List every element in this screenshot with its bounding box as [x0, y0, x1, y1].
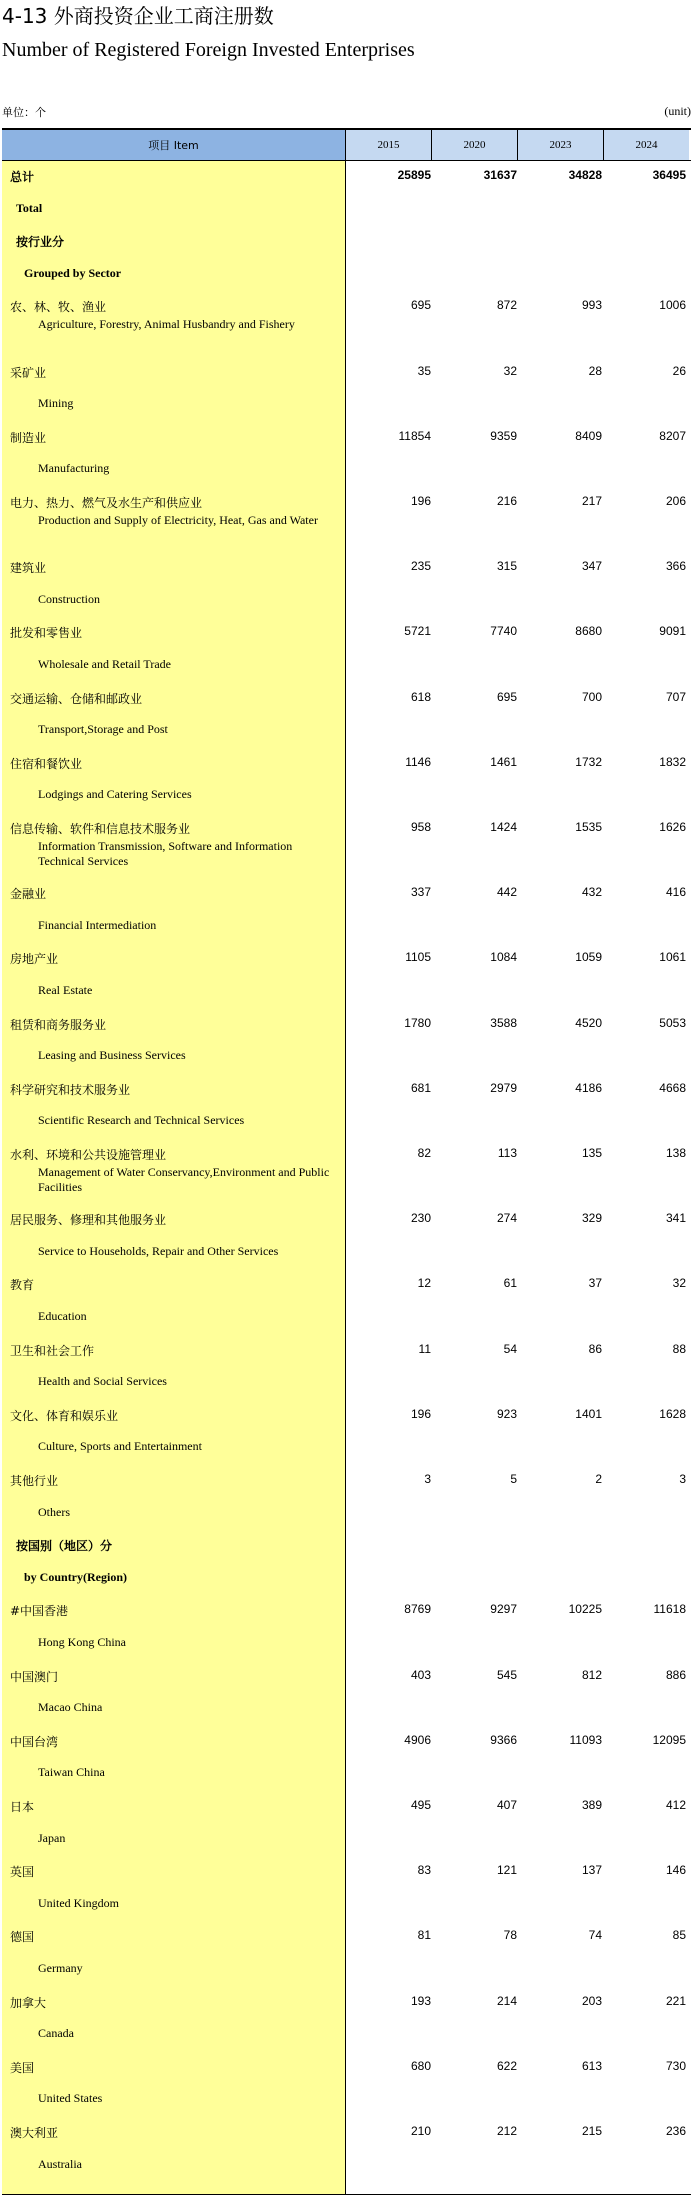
- table-row-en: [2, 1698, 691, 1718]
- table-cell-value: 217: [581, 494, 602, 508]
- table-row-en-label: Others: [38, 1504, 70, 1519]
- header-year: 2015: [346, 130, 432, 160]
- table-cell-value: 1059: [575, 950, 602, 965]
- table-row: [2, 1209, 691, 1229]
- table-cell-value: 8680: [575, 624, 602, 639]
- table-cell-value: 315: [496, 559, 517, 574]
- table-row-en: [2, 981, 691, 1001]
- header-year: 2023: [518, 130, 604, 160]
- table-row-en: [2, 459, 691, 479]
- table-row: [2, 753, 691, 773]
- table-cell-value: 11093: [569, 1732, 602, 1747]
- table-cell-value: 83: [417, 1863, 431, 1878]
- table-cell-value: 9359: [490, 428, 517, 443]
- table-cell-value: 12095: [652, 1732, 686, 1747]
- table-row-en-label: Service to Households, Repair and Other Services: [38, 1243, 279, 1258]
- table-row-en-label: Scientific Research and Technical Services: [38, 1113, 245, 1128]
- table-cell-value: 5: [510, 1472, 517, 1486]
- table-row-en-label: Mining: [38, 396, 74, 411]
- table-row-label: 英国: [10, 1865, 35, 1880]
- table-row-en: [2, 2155, 691, 2175]
- table-row: [2, 1796, 691, 1816]
- table-row: [2, 2057, 691, 2077]
- table-cell-value: 3588: [490, 1015, 517, 1030]
- table-row-en: [2, 1503, 691, 1523]
- table-row-en-label: Canada: [38, 2026, 74, 2041]
- table-row-en: [2, 1242, 691, 1262]
- table-row-en-label: Culture, Sports and Entertainment: [38, 1439, 202, 1454]
- table-row-en-label: United Kingdom: [38, 1895, 119, 1910]
- table-cell-value: 138: [665, 1146, 686, 1160]
- table-row: [2, 1144, 691, 1164]
- table-cell-value: 210: [410, 2124, 431, 2138]
- table-row: [2, 1014, 691, 1034]
- table-row-label: 中国台湾: [10, 1734, 59, 1749]
- table-cell-value: 366: [665, 559, 686, 574]
- table-cell-value: 28: [588, 363, 602, 378]
- table-cell-value: 61: [503, 1276, 517, 1291]
- page-title-en: Number of Registered Foreign Invested Enterprises: [2, 39, 415, 61]
- table-row-label: 科学研究和技术服务业: [10, 1082, 131, 1097]
- table-cell-value: 2: [595, 1472, 602, 1486]
- table-row-label: 交通运输、仓储和邮政业: [10, 691, 143, 706]
- page-title-zh: 4-13 外商投资企业工商注册数: [2, 4, 274, 28]
- table-row: [2, 1340, 691, 1360]
- sector-group-row-en: [2, 264, 691, 284]
- header-item: 项目 Item: [2, 130, 346, 160]
- table-cell-value: 730: [665, 2058, 686, 2073]
- table-cell-value: 389: [581, 1798, 602, 1812]
- table-cell-value: 37: [588, 1276, 602, 1291]
- table-header: [2, 130, 691, 161]
- table-cell-value: 695: [496, 689, 517, 704]
- table-row-en: [2, 590, 691, 610]
- table-row-label: 加拿大: [10, 1995, 47, 2010]
- table-cell-value: 35: [417, 363, 431, 378]
- table-cell-value: 9366: [490, 1732, 517, 1747]
- table-row-en: [2, 1763, 691, 1783]
- table-row-en-label: Leasing and Business Services: [38, 1048, 186, 1063]
- table-row-label: 文化、体育和娱乐业: [10, 1408, 119, 1423]
- table-cell-value: 137: [581, 1863, 602, 1878]
- unit-row: [2, 104, 691, 122]
- table-row-en: [2, 394, 691, 414]
- table-row: [2, 1731, 691, 1751]
- table-row-en: [2, 2089, 691, 2109]
- table-cell-value: 85: [672, 1928, 686, 1943]
- table-cell-value: 25895: [397, 168, 431, 182]
- total-row-en: [2, 199, 691, 219]
- table-cell-value: 993: [581, 298, 602, 313]
- table-row-label: 日本: [10, 1800, 35, 1814]
- table-cell-value: 206: [665, 494, 686, 508]
- table-cell-value: 8207: [659, 428, 686, 443]
- table-row-en-label: Hong Kong China: [38, 1635, 126, 1649]
- table-cell-value: 9091: [659, 624, 686, 639]
- table-row-label: 金融业: [10, 887, 47, 902]
- table-row: [2, 427, 691, 447]
- table-row: [2, 818, 691, 838]
- table-row-en: [2, 1437, 691, 1457]
- table-cell-value: 11854: [398, 428, 431, 443]
- table-cell-value: 3: [679, 1472, 686, 1486]
- table-cell-value: 3: [424, 1472, 431, 1486]
- table-cell-value: 4520: [575, 1015, 602, 1030]
- table-cell-value: 193: [410, 1993, 431, 2008]
- table-row: [2, 362, 691, 382]
- table-row: [2, 883, 691, 903]
- table-row-label: 租赁和商务服务业: [10, 1017, 107, 1032]
- table-cell-value: 1006: [659, 298, 686, 313]
- table-row-en-label: Production and Supply of Electricity, Heat, Gas and Water: [38, 512, 318, 527]
- table-cell-value: 2979: [490, 1080, 517, 1095]
- header-year: 2024: [604, 130, 689, 160]
- table-cell-value: 886: [665, 1667, 686, 1682]
- table-row: [2, 1992, 691, 2012]
- table-cell-value: 31637: [483, 168, 517, 182]
- table-cell-value: 10225: [568, 1602, 602, 1617]
- country-group-row-label: 按国别（地区）分: [16, 1539, 113, 1554]
- table-cell-value: 1535: [575, 820, 602, 834]
- table-cell-value: 196: [410, 494, 431, 508]
- table-cell-value: 1061: [659, 950, 686, 965]
- sector-group-row: [2, 231, 691, 251]
- table-cell-value: 221: [665, 1993, 686, 2008]
- table-row-en-label: Real Estate: [38, 983, 93, 997]
- table-row-label: 教育: [10, 1278, 35, 1293]
- table-row: [2, 1079, 691, 1099]
- table-row-en-label: Wholesale and Retail Trade: [38, 657, 171, 671]
- country-group-row-en-label: by Country(Region): [24, 1569, 128, 1584]
- table-cell-value: 8769: [404, 1602, 431, 1617]
- table-cell-value: 618: [410, 689, 431, 704]
- table-row-label: 德国: [10, 1930, 35, 1945]
- table-cell-value: 32: [672, 1276, 686, 1291]
- table-cell-value: 11: [418, 1341, 431, 1356]
- table-cell-value: 329: [581, 1211, 602, 1226]
- table-cell-value: 7740: [490, 624, 517, 639]
- table-cell-value: 74: [588, 1928, 602, 1943]
- table-cell-value: 146: [665, 1863, 686, 1878]
- table-cell-value: 872: [496, 298, 517, 313]
- table-cell-value: 680: [410, 2058, 431, 2073]
- table-row-en-label: Australia: [38, 2156, 82, 2171]
- table-row-label: 中国澳门: [10, 1669, 59, 1684]
- table-row-en-label: Education: [38, 1309, 87, 1323]
- table-cell-value: 622: [496, 2058, 517, 2073]
- table-row-en: [2, 720, 691, 740]
- table-cell-value: 88: [672, 1341, 686, 1356]
- table-cell-value: 416: [665, 885, 686, 900]
- data-table: [2, 128, 691, 2195]
- table-cell-value: 235: [410, 559, 431, 574]
- total-row-en-label: Total: [16, 200, 43, 215]
- table-row-en: [2, 916, 691, 936]
- table-cell-value: 1780: [404, 1015, 431, 1030]
- table-cell-value: 442: [496, 885, 517, 900]
- table-cell-value: 958: [410, 820, 431, 834]
- table-cell-value: 212: [496, 2124, 517, 2138]
- table-row-en-label: Agriculture, Forestry, Animal Husbandry and Fishery: [38, 317, 295, 331]
- table-cell-value: 4906: [404, 1732, 431, 1747]
- table-row-en-label: Health and Social Services: [38, 1374, 167, 1389]
- table-row: [2, 1861, 691, 1881]
- table-cell-value: 196: [410, 1406, 431, 1421]
- table-row-label: 电力、热力、燃气及水生产和供应业: [10, 496, 203, 510]
- table-row: [2, 1926, 691, 1946]
- table-row-en-label: Taiwan China: [38, 1765, 105, 1780]
- table-cell-value: 1401: [575, 1406, 602, 1421]
- table-cell-value: 121: [496, 1863, 517, 1878]
- table-row-en-label: Management of Water Conservancy,Environment and Public Facilities: [38, 1164, 330, 1194]
- table-row-en: [2, 838, 691, 871]
- table-cell-value: 236: [665, 2124, 686, 2138]
- table-row: [2, 948, 691, 968]
- table-cell-value: 1628: [659, 1406, 686, 1421]
- table-row: [2, 688, 691, 708]
- table-row-label: 建筑业: [10, 561, 47, 576]
- table-cell-value: 135: [581, 1146, 602, 1160]
- table-cell-value: 545: [496, 1667, 517, 1682]
- table-row-label: 批发和零售业: [10, 626, 83, 641]
- table-cell-value: 36495: [652, 168, 686, 182]
- table-row: [2, 296, 691, 316]
- table-row: [2, 492, 691, 512]
- table-cell-value: 216: [496, 494, 517, 508]
- table-row-en-label: Financial Intermediation: [38, 917, 157, 932]
- unit-label-en: (unit): [664, 104, 691, 118]
- table-row-en: [2, 2024, 691, 2044]
- sector-group-row-en-label: Grouped by Sector: [24, 265, 122, 280]
- table-cell-value: 695: [410, 298, 431, 313]
- table-row: [2, 1600, 691, 1620]
- table-cell-value: 78: [503, 1928, 517, 1943]
- table-cell-value: 274: [496, 1211, 517, 1226]
- table-row-label: 制造业: [10, 430, 47, 445]
- table-row-en-label: Macao China: [38, 1700, 103, 1715]
- total-row-label: 总计: [10, 170, 35, 184]
- table-row-en: [2, 1046, 691, 1066]
- table-row-en: [2, 1633, 691, 1653]
- table-cell-value: 1146: [405, 754, 431, 769]
- table-cell-value: 5053: [659, 1015, 686, 1030]
- table-body: [2, 161, 691, 2195]
- table-cell-value: 812: [581, 1667, 602, 1682]
- table-row-label: 澳大利亚: [10, 2126, 59, 2140]
- table-cell-value: 1424: [490, 820, 517, 834]
- table-row-en: [2, 1164, 691, 1197]
- table-row-label: 采矿业: [10, 365, 47, 380]
- table-cell-value: 12: [417, 1276, 431, 1291]
- table-cell-value: 32: [503, 363, 517, 378]
- table-row-en: [2, 785, 691, 805]
- table-cell-value: 82: [417, 1146, 431, 1160]
- table-row-en-label: United States: [38, 2091, 103, 2106]
- table-cell-value: 412: [665, 1798, 686, 1812]
- table-row: [2, 1666, 691, 1686]
- table-row-label: 农、林、牧、渔业: [10, 300, 107, 315]
- table-cell-value: 86: [588, 1341, 602, 1356]
- table-cell-value: 34828: [568, 168, 602, 182]
- table-cell-value: 407: [496, 1798, 517, 1812]
- table-cell-value: 1626: [659, 820, 686, 834]
- table-row-label: #中国香港: [10, 1604, 69, 1619]
- table-cell-value: 613: [581, 2058, 602, 2073]
- table-row-en-label: Germany: [38, 1961, 83, 1975]
- table-row-en-label: Construction: [38, 591, 100, 606]
- table-row: [2, 622, 691, 642]
- table-row-label: 水利、环境和公共设施管理业: [10, 1148, 167, 1162]
- table-row-en-label: Transport,Storage and Post: [38, 722, 168, 737]
- table-row-en-label: Lodgings and Catering Services: [38, 787, 192, 802]
- table-cell-value: 495: [410, 1798, 431, 1812]
- table-cell-value: 230: [410, 1211, 431, 1226]
- country-group-row-en: [2, 1568, 691, 1588]
- table-row-en: [2, 1307, 691, 1327]
- table-cell-value: 1832: [659, 754, 686, 769]
- table-row: [2, 1470, 691, 1490]
- header-year: 2020: [432, 130, 518, 160]
- table-row-label: 居民服务、修理和其他服务业: [10, 1213, 167, 1228]
- title-block: [2, 4, 415, 62]
- table-cell-value: 203: [581, 1993, 602, 2008]
- table-row: [2, 1274, 691, 1294]
- sector-group-row-label: 按行业分: [16, 235, 65, 250]
- table-cell-value: 1461: [490, 754, 517, 769]
- table-cell-value: 403: [410, 1667, 431, 1682]
- table-cell-value: 432: [581, 885, 602, 900]
- total-row: [2, 166, 691, 186]
- table-cell-value: 81: [417, 1928, 431, 1943]
- table-cell-value: 5721: [404, 624, 431, 639]
- table-row-en: [2, 1894, 691, 1914]
- table-cell-value: 11618: [653, 1602, 686, 1617]
- table-cell-value: 681: [410, 1080, 431, 1095]
- table-row: [2, 557, 691, 577]
- country-group-row: [2, 1535, 691, 1555]
- table-cell-value: 923: [496, 1406, 517, 1421]
- table-row-en: [2, 1372, 691, 1392]
- table-cell-value: 8409: [575, 428, 602, 443]
- table-cell-value: 1732: [575, 754, 602, 769]
- table-cell-value: 9297: [490, 1602, 517, 1617]
- table-cell-value: 26: [672, 363, 686, 378]
- table-cell-value: 214: [496, 1993, 517, 2008]
- table-cell-value: 4186: [575, 1080, 602, 1095]
- unit-label-zh: 单位：个: [2, 106, 46, 119]
- table-row: [2, 1405, 691, 1425]
- table-row-en-label: Information Transmission, Software and Information Technical Services: [38, 838, 293, 868]
- table-cell-value: 700: [581, 689, 602, 704]
- table-cell-value: 4668: [659, 1080, 686, 1095]
- table-cell-value: 347: [581, 559, 602, 574]
- table-row-en: [2, 1959, 691, 1979]
- table-row-label: 信息传输、软件和信息技术服务业: [10, 822, 191, 836]
- table-cell-value: 54: [503, 1341, 517, 1356]
- table-row-label: 卫生和社会工作: [10, 1343, 95, 1358]
- table-row-en: [2, 1829, 691, 1849]
- table-row-label: 住宿和餐饮业: [10, 756, 83, 771]
- table-row-en: [2, 317, 691, 349]
- table-row-label: 美国: [10, 2060, 35, 2075]
- table-cell-value: 215: [581, 2124, 602, 2138]
- table-row-en: [2, 512, 691, 545]
- table-cell-value: 1084: [490, 950, 517, 965]
- table-row-label: 房地产业: [10, 952, 59, 967]
- table-row-en-label: Japan: [38, 1830, 66, 1845]
- table-cell-value: 707: [665, 689, 686, 704]
- table-row: [2, 2122, 691, 2142]
- table-row-label: 其他行业: [10, 1474, 59, 1488]
- table-cell-value: 113: [497, 1146, 517, 1160]
- table-cell-value: 341: [665, 1211, 686, 1226]
- table-row-en-label: Manufacturing: [38, 461, 110, 476]
- table-row-en: [2, 1111, 691, 1131]
- table-cell-value: 1105: [405, 950, 431, 965]
- table-row-en: [2, 655, 691, 675]
- table-cell-value: 337: [410, 885, 431, 900]
